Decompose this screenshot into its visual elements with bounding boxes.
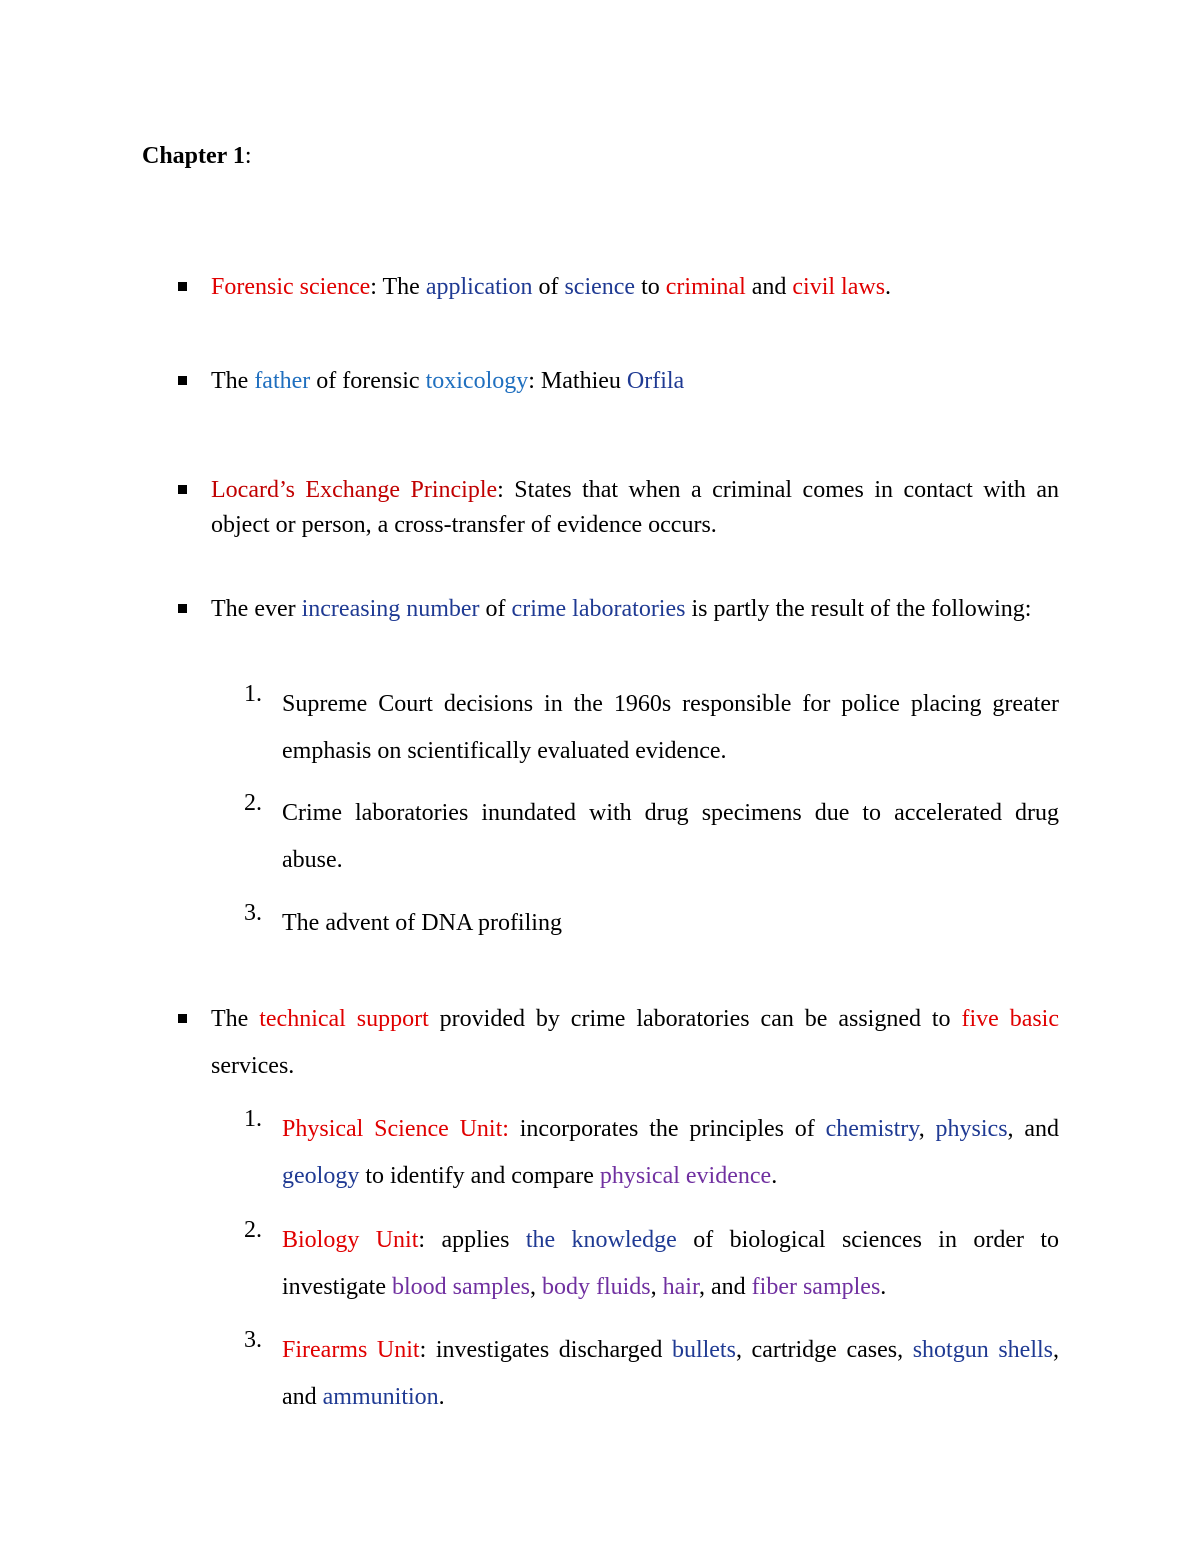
list-number: 3. <box>244 1327 262 1353</box>
plain-text: , and <box>282 1337 1059 1410</box>
list-text <box>282 790 1059 884</box>
bullet-text <box>211 996 1059 1090</box>
list-text <box>282 1217 1059 1311</box>
plain-text: . <box>438 1384 445 1410</box>
plain-text: incorporates the principles of <box>508 1116 826 1142</box>
highlighted-term: Orfila <box>626 368 685 394</box>
plain-text: services. <box>211 1053 295 1079</box>
highlighted-term: physical evidence <box>599 1163 772 1189</box>
chapter-colon: : <box>244 143 252 169</box>
highlighted-term: bullets <box>671 1337 736 1363</box>
highlighted-term: geology <box>282 1163 360 1189</box>
plain-text: . <box>771 1163 778 1189</box>
highlighted-term: application <box>425 274 533 300</box>
list-text <box>282 1106 1059 1200</box>
highlighted-term: father <box>254 368 311 394</box>
bullet-item-father-toxicology <box>211 364 1059 399</box>
bullet-text <box>211 364 1059 399</box>
plain-text: of <box>479 596 512 622</box>
highlighted-term: science <box>564 274 636 300</box>
bullet-text <box>211 270 1059 305</box>
highlighted-term: body fluids <box>541 1274 651 1300</box>
plain-text: , and <box>1007 1116 1060 1142</box>
square-bullet-icon <box>178 1014 187 1023</box>
bullet-item-crime-lab-increase <box>211 586 1059 633</box>
bullet-text <box>211 473 1059 543</box>
plain-text: The ever <box>211 596 302 622</box>
highlighted-term: Locard’s Exchange Principle <box>211 477 498 503</box>
list-text <box>282 681 1059 775</box>
plain-text: provided by crime laboratories can be assigned to <box>428 1006 962 1032</box>
list-text <box>282 1327 1059 1421</box>
chapter-title: Chapter 1 <box>142 143 245 169</box>
highlighted-term: Forensic science <box>211 274 371 300</box>
plain-text: . <box>880 1274 887 1300</box>
plain-text: of <box>532 274 565 300</box>
square-bullet-icon <box>178 376 187 385</box>
plain-text: to identify and compare <box>359 1163 600 1189</box>
highlighted-term: toxicology <box>425 368 529 394</box>
highlighted-term: the knowledge <box>525 1227 677 1253</box>
plain-text: . <box>885 274 892 300</box>
list-text <box>282 900 1059 947</box>
highlighted-term: Firearms Unit <box>282 1337 420 1363</box>
list-number: 1. <box>244 1106 262 1132</box>
plain-text: , and <box>699 1274 752 1300</box>
bullet-text <box>211 586 1059 633</box>
plain-text: , <box>650 1274 663 1300</box>
highlighted-term: chemistry <box>825 1116 919 1142</box>
highlighted-term: hair <box>662 1274 699 1300</box>
plain-text: The <box>211 1006 260 1032</box>
plain-text: : States that when a criminal comes in contact with an object or person, a cross-transfer of evidence occurs. <box>211 477 1060 538</box>
list-item <box>244 681 1059 775</box>
highlighted-term: Physical Science Unit: <box>282 1116 509 1142</box>
bullet-item-locard-principle <box>211 473 1059 543</box>
highlighted-term: civil laws <box>792 274 886 300</box>
list-number: 1. <box>244 681 262 707</box>
highlighted-term: increasing number <box>301 596 480 622</box>
list-number: 3. <box>244 900 262 926</box>
plain-text: : investigates discharged <box>419 1337 672 1363</box>
highlighted-term: physics <box>935 1116 1008 1142</box>
square-bullet-icon <box>178 485 187 494</box>
highlighted-term: criminal <box>665 274 746 300</box>
bullet-item-technical-support <box>211 996 1059 1090</box>
plain-text: The <box>211 368 255 394</box>
plain-text: is partly the result of the following: <box>685 596 1032 622</box>
highlighted-term: shotgun shells <box>912 1337 1053 1363</box>
highlighted-term: technical support <box>259 1006 429 1032</box>
highlighted-term: fiber samples <box>751 1274 881 1300</box>
highlighted-term: crime laboratories <box>511 596 686 622</box>
plain-text: and <box>745 274 793 300</box>
plain-text: : The <box>370 274 426 300</box>
highlighted-term: Biology Unit <box>282 1227 419 1253</box>
plain-text: , <box>529 1274 542 1300</box>
plain-text: : Mathieu <box>528 368 627 394</box>
plain-text: of biological sciences in order to investigate <box>282 1227 1060 1300</box>
chapter-heading <box>142 143 252 170</box>
bullet-item-forensic-science <box>211 270 1059 305</box>
plain-text: : applies <box>418 1227 526 1253</box>
list-item <box>244 900 1059 947</box>
highlighted-term: blood samples <box>391 1274 530 1300</box>
highlighted-term: five basic <box>961 1006 1060 1032</box>
list-number: 2. <box>244 790 262 816</box>
plain-text: , <box>918 1116 936 1142</box>
plain-text: The advent of DNA profiling <box>282 910 562 936</box>
list-item <box>244 790 1059 884</box>
square-bullet-icon <box>178 282 187 291</box>
plain-text: of forensic <box>310 368 426 394</box>
list-item <box>244 1327 1059 1421</box>
plain-text: , cartridge cases, <box>735 1337 913 1363</box>
list-number: 2. <box>244 1217 262 1243</box>
plain-text: to <box>635 274 666 300</box>
square-bullet-icon <box>178 604 187 613</box>
list-item <box>244 1217 1060 1311</box>
highlighted-term: ammunition <box>322 1384 439 1410</box>
list-item <box>244 1106 1060 1200</box>
plain-text: Supreme Court decisions in the 1960s responsible for police placing greater emphasis on scientifically evaluated evidence. <box>282 691 1059 764</box>
plain-text: Crime laboratories inundated with drug specimens due to accelerated drug abuse. <box>282 800 1059 873</box>
